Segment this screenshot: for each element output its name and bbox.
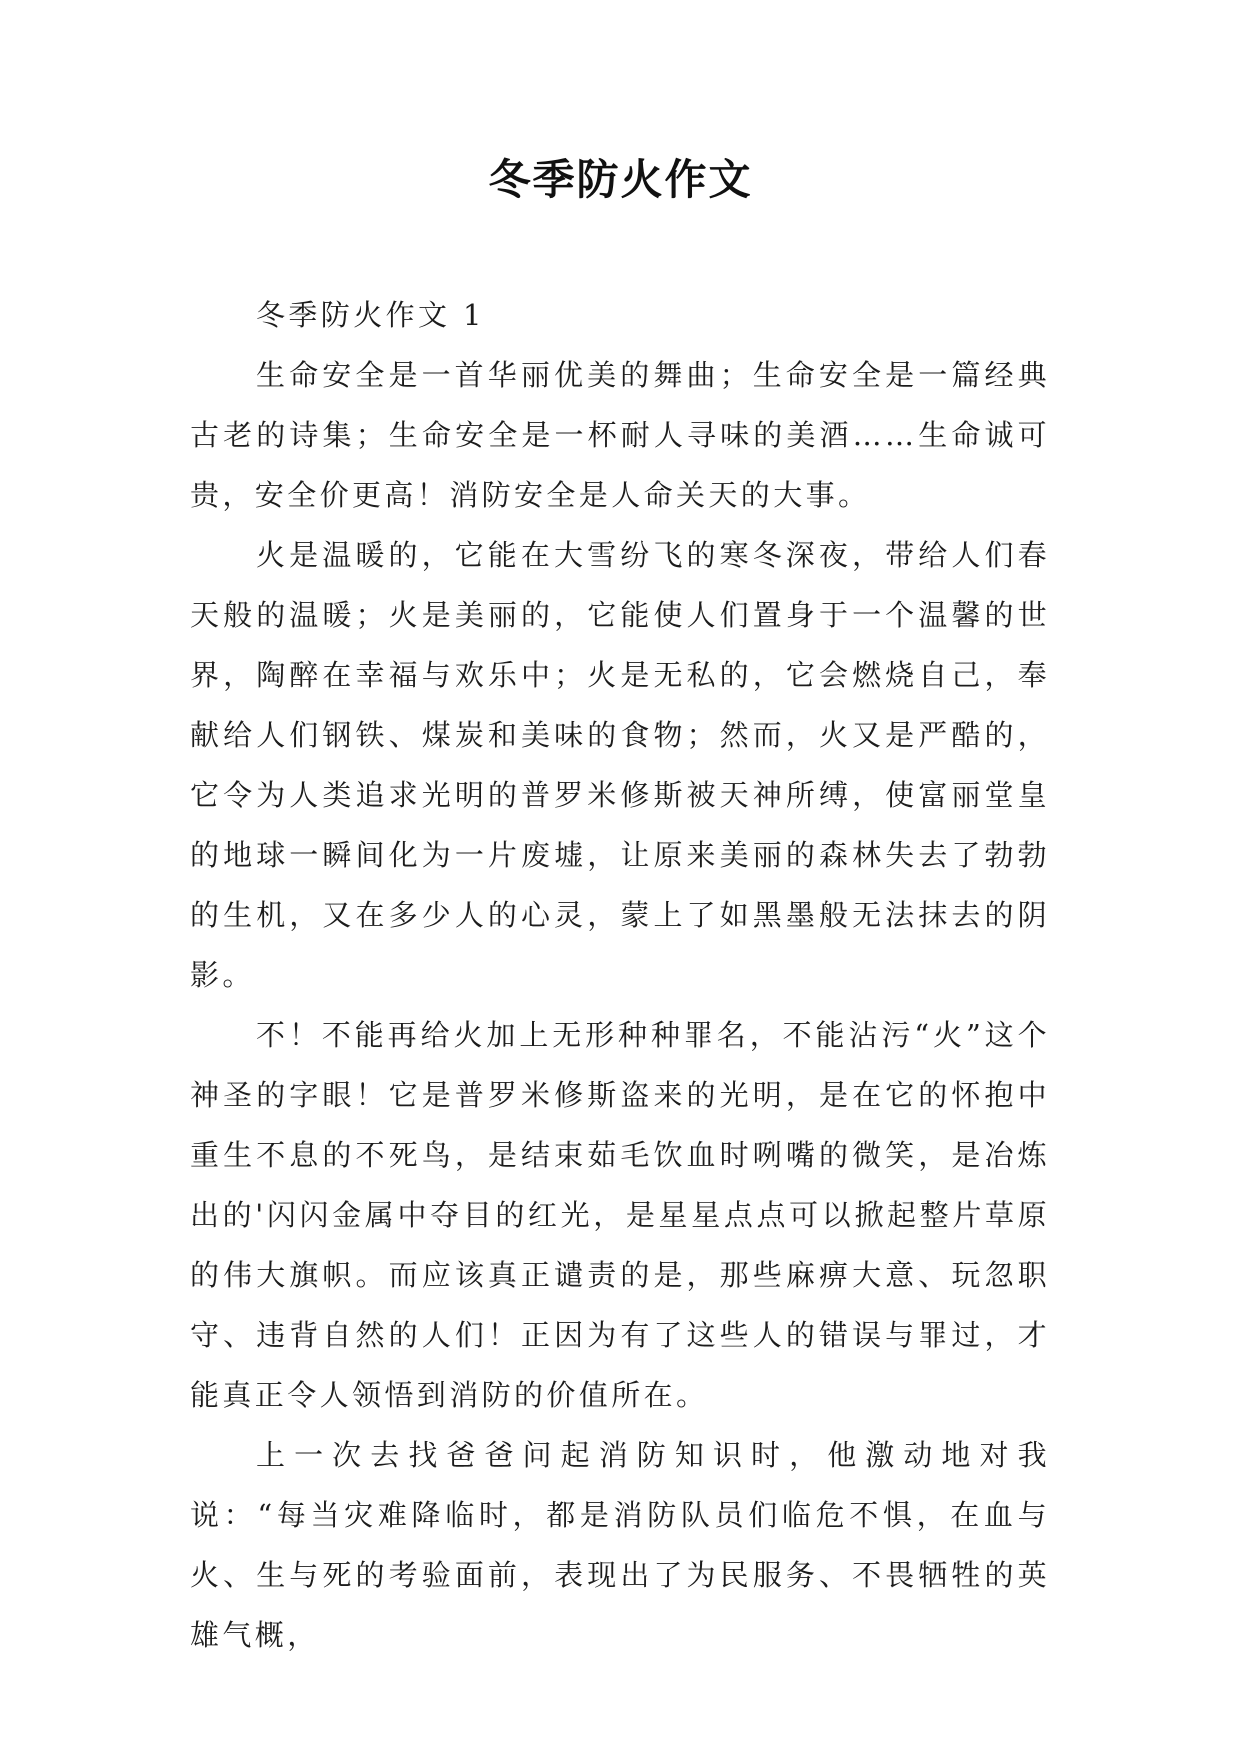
section-heading: 冬季防火作文 1 [256, 298, 485, 332]
document-body [190, 285, 1050, 1665]
paragraph: 上一次去找爸爸问起消防知识时，他激动地对我说：“每当灾难降临时，都是消防队员们临危不惧，在血与火、生与死的考验面前，表现出了为民服务、不畏牺牲的英雄气概， [190, 1438, 1050, 1652]
paragraph: 不！不能再给火加上无形种种罪名，不能沾污“火”这个神圣的字眼！它是普罗米修斯盗来的光明，是在它的怀抱中重生不息的不死鸟，是结束茹毛饮血时咧嘴的微笑，是冶炼出的'闪闪金属中夺目的红光，是星星点点可以掀起整片草原的伟大旗帜。而应该真正谴责的是，那些麻痹大意、玩忽职守、违背自然的人们！正因为有了这些人的错误与罪过，才能真正令人领悟到消防的价值所在。 [190, 1018, 1050, 1412]
paragraph: 生命安全是一首华丽优美的舞曲；生命安全是一篇经典古老的诗集；生命安全是一杯耐人寻味的美酒……生命诚可贵，安全价更高！消防安全是人命关天的大事。 [190, 358, 1050, 512]
paragraph: 火是温暖的，它能在大雪纷飞的寒冬深夜，带给人们春天般的温暖；火是美丽的，它能使人们置身于一个温馨的世界，陶醉在幸福与欢乐中；火是无私的，它会燃烧自己，奉献给人们钢铁、煤炭和美味的食物；然而，火又是严酷的，它令为人类追求光明的普罗米修斯被天神所缚，使富丽堂皇的地球一瞬间化为一片废墟，让原来美丽的森林失去了勃勃的生机，又在多少人的心灵，蒙上了如黑墨般无法抹去的阴影。 [190, 538, 1050, 992]
document-title: 冬季防火作文 [488, 155, 753, 204]
